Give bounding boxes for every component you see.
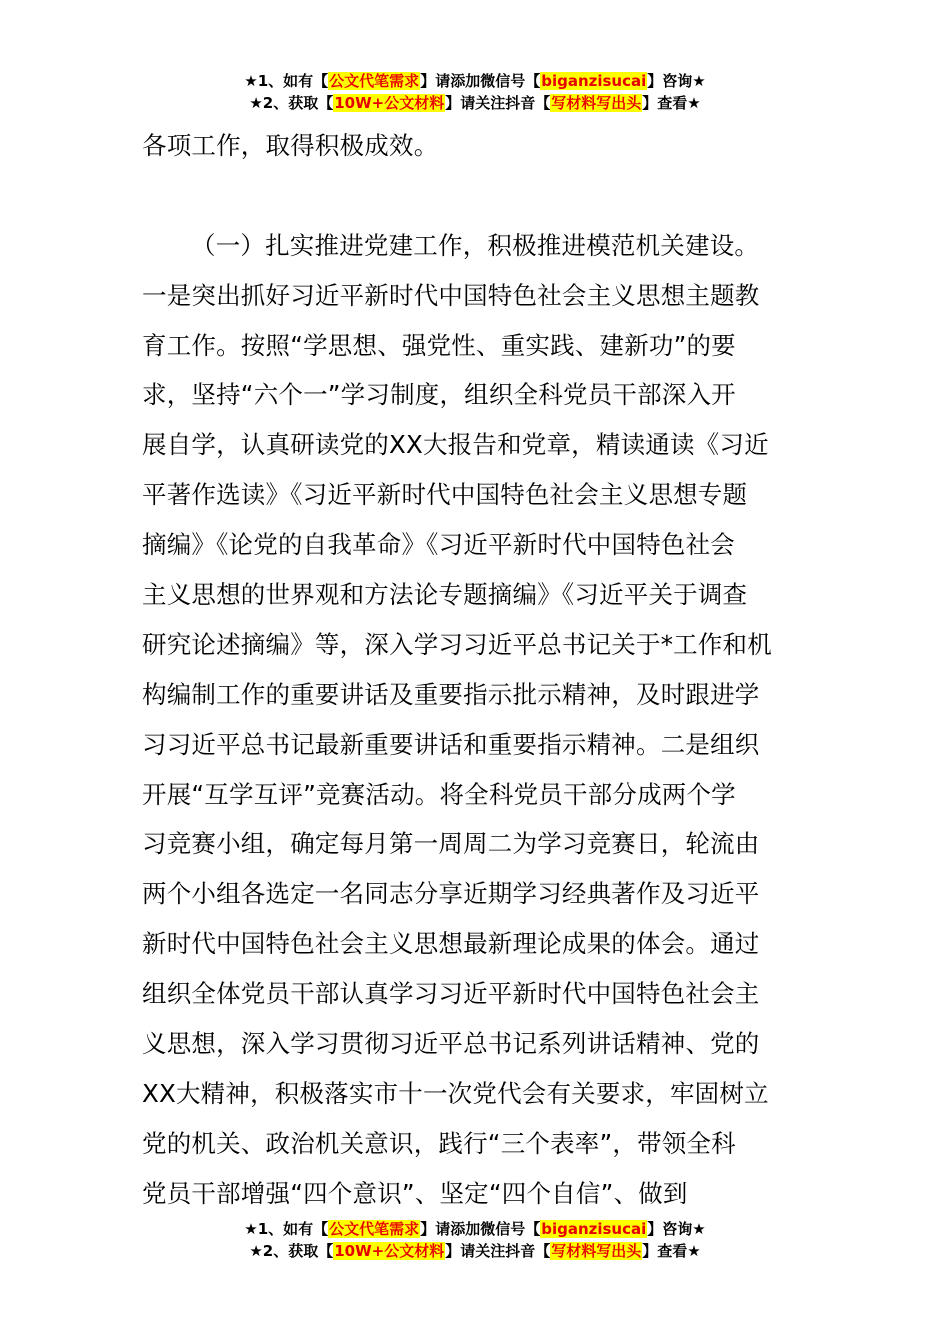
body-line: 新时代中国特色社会主义思想最新理论成果的体会。通过 — [142, 929, 760, 959]
body-line: 义思想，深入学习贯彻习近平总书记系列讲话精神、党的 — [142, 1029, 760, 1059]
body-line: 党的机关、政治机关意识，践行“三个表率”，带领全科 — [142, 1128, 736, 1158]
document-body — [142, 121, 808, 1219]
banner-line-2: ★2、获取【10W+公文材料】请关注抖音【写材料写出头】查看★ — [249, 94, 701, 112]
banner-line-2: ★2、获取【10W+公文材料】请关注抖音【写材料写出头】查看★ — [249, 1242, 701, 1260]
body-line: 求，坚持“六个一”学习制度，组织全科党员干部深入开 — [142, 380, 736, 410]
banner-line-1: ★1、如有【公文代笔需求】请添加微信号【biganzisucai】咨询★ — [244, 1220, 706, 1238]
body-line: 研究论述摘编》等，深入学习习近平总书记关于*工作和机 — [142, 629, 772, 659]
banner-highlight: 10W+公文材料 — [334, 1242, 445, 1260]
banner-highlight: biganzisucai — [541, 1220, 647, 1238]
body-line: XX大精神，积极落实市十一次党代会有关要求，牢固树立 — [142, 1078, 769, 1108]
body-line: 习习近平总书记最新重要讲话和重要指示精神。二是组织 — [142, 729, 760, 759]
body-line: 组织全体党员干部认真学习习近平新时代中国特色社会主 — [142, 979, 760, 1009]
blank-line — [142, 171, 808, 221]
body-line: 主义思想的世界观和方法论专题摘编》《习近平关于调查 — [142, 580, 748, 610]
banner-highlight: 写材料写出头 — [551, 94, 642, 112]
banner-line-1: ★1、如有【公文代笔需求】请添加微信号【biganzisucai】咨询★ — [244, 72, 706, 90]
body-line: 两个小组各选定一名同志分享近期学习经典著作及习近平 — [142, 879, 760, 909]
body-line: 展自学，认真研读党的XX大报告和党章，精读通读《习近 — [142, 430, 769, 460]
body-line: 一是突出抓好习近平新时代中国特色社会主义思想主题教 — [142, 280, 760, 310]
section-heading: （一）扎实推进党建工作，积极推进模范机关建设。 — [191, 230, 760, 260]
body-line: 各项工作，取得积极成效。 — [142, 131, 439, 160]
body-line: 习竞赛小组，确定每月第一周周二为学习竞赛日，轮流由 — [142, 829, 760, 859]
banner-highlight: 公文代笔需求 — [329, 72, 420, 90]
banner-highlight: 10W+公文材料 — [334, 94, 445, 112]
header-banner — [0, 70, 950, 114]
banner-highlight: 写材料写出头 — [551, 1242, 642, 1260]
body-line: 摘编》《论党的自我革命》《习近平新时代中国特色社会 — [142, 530, 735, 560]
body-line: 开展“互学互评”竞赛活动。将全科党员干部分成两个学 — [142, 779, 736, 809]
body-line: 党员干部增强“四个意识”、坚定“四个自信”、做到 — [142, 1178, 688, 1208]
banner-highlight: 公文代笔需求 — [329, 1220, 420, 1238]
body-line: 育工作。按照“学思想、强党性、重实践、建新功”的要 — [142, 330, 736, 360]
banner-highlight: biganzisucai — [541, 72, 647, 90]
body-line: 构编制工作的重要讲话及重要指示批示精神，及时跟进学 — [142, 679, 760, 709]
body-line: 平著作选读》《习近平新时代中国特色社会主义思想专题 — [142, 480, 748, 510]
footer-banner — [0, 1218, 950, 1262]
